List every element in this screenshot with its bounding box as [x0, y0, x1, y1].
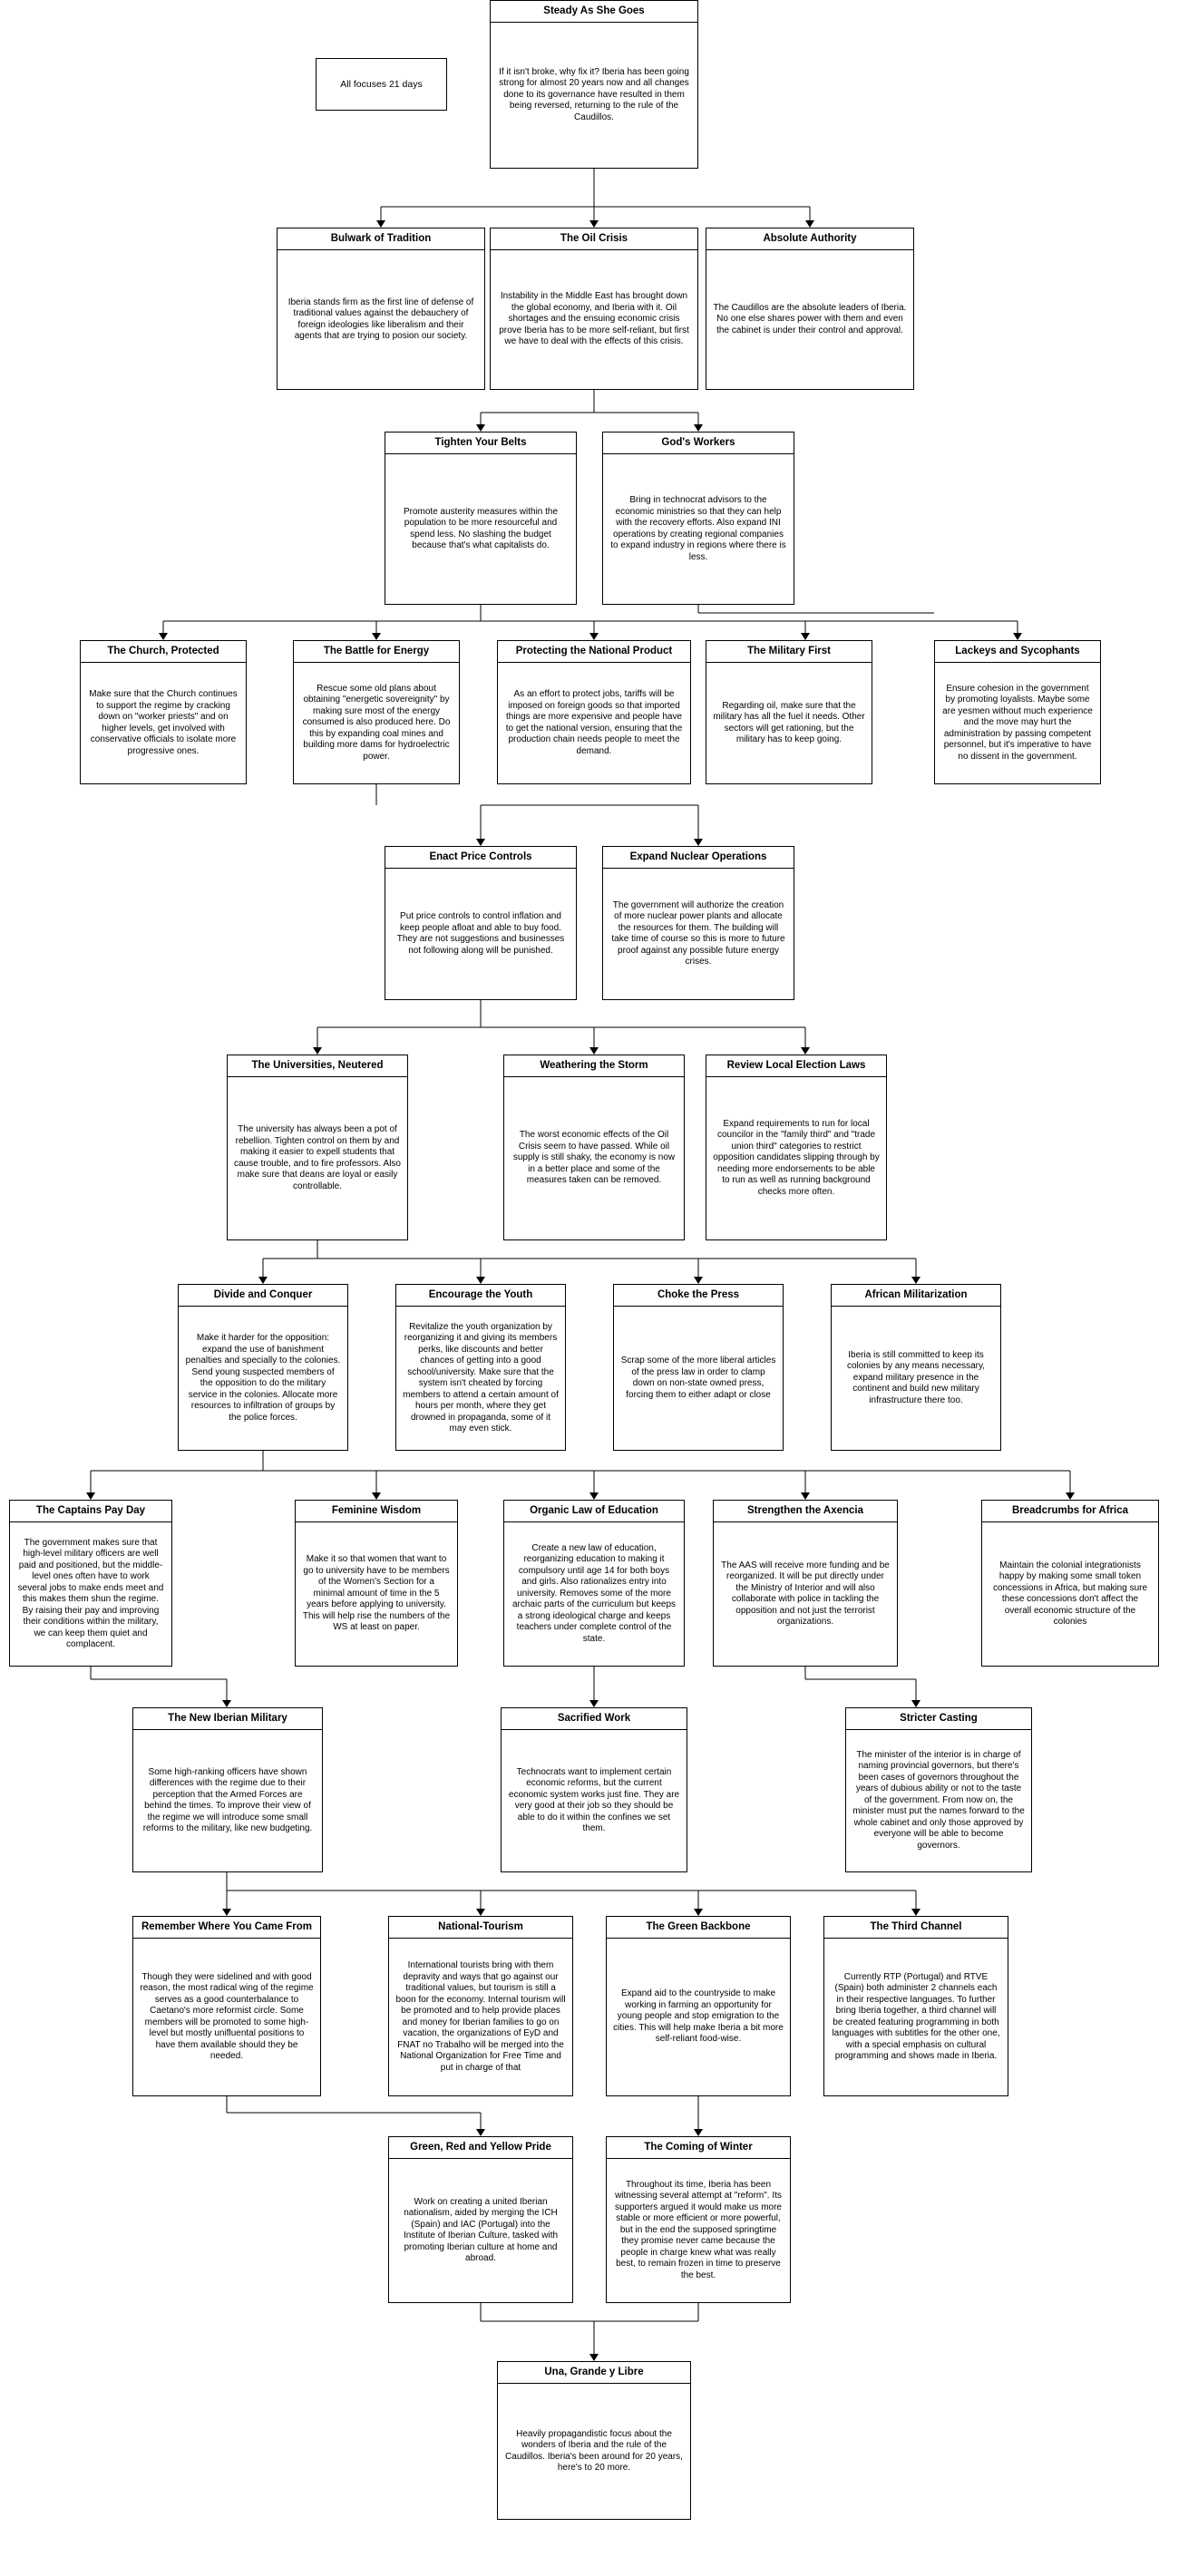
- node-body: Put price controls to control inflation and keep people afloat and able to buy food. They are not suggestions and businesses not following along will be punished.: [396, 911, 565, 956]
- node-title: Steady As She Goes: [491, 1, 697, 23]
- node-body: Rescue some old plans about obtaining "energetic sovereignity" by making sure most of the energy consumed is also produced here. Do this by expanding coal mines and building more dams for hydroelectric power.: [302, 683, 451, 762]
- node-title: The Military First: [706, 641, 872, 663]
- node-body: Revitalize the youth organization by reorganizing it and giving its members perks, like discounts and better chances of getting into a good school/university. Make sure that the system isn't cheated by forcing members to attend a certain amount of hours per month, where they get drowned in propaganda, some of it may even stick.: [403, 1321, 559, 1434]
- focus-node-the-third-channel[interactable]: [823, 1916, 1008, 2096]
- node-body: The university has always been a pot of rebellion. Tighten control on them by and making it easier to expell students that cause trouble, and to fire professors. Also make sure that deans are loyal or easily controllable.: [234, 1124, 401, 1191]
- node-title: Stricter Casting: [846, 1708, 1031, 1730]
- node-title: Organic Law of Education: [504, 1501, 684, 1522]
- node-title: The Third Channel: [824, 1917, 1008, 1939]
- node-body: Promote austerity measures within the population to be more resourceful and spend less. No slashing the budget because that's what capitalists do.: [403, 506, 559, 551]
- node-title: Encourage the Youth: [396, 1285, 565, 1307]
- focus-node-encourage-the-youth[interactable]: [395, 1284, 566, 1451]
- node-body: As an effort to protect jobs, tariffs will be imposed on foreign goods so that imported things are more expensive and people have to get the national version, ensuring that the production chain needs people to meet the demand.: [505, 689, 683, 756]
- node-body: The worst economic effects of the Oil Crisis seem to have passed. While oil supply is still shaky, the economy is now in a better place and some of the measures taken can be removed.: [512, 1130, 676, 1186]
- node-title: Strengthen the Axencia: [714, 1501, 897, 1522]
- node-title: Remember Where You Came From: [133, 1917, 320, 1939]
- node-title: Lackeys and Sycophants: [935, 641, 1100, 663]
- node-title: The Oil Crisis: [491, 228, 697, 250]
- node-body: Though they were sidelined and with good reason, the most radical wing of the regime serves as a good counterbalance to Caetano's more reformist circle. Some members will be promoted to some high-level but mostly unifluental positions to have them available should they be needed.: [140, 1971, 314, 2062]
- node-title: Expand Nuclear Operations: [603, 847, 794, 869]
- node-body: International tourists bring with them depravity and ways that go against our traditional values, but tourism is still a boon for the economy. Internal tourism will be promoted and to help provide places and money for Iberian families to go on vacation, the organizations of EyD and FNAT no Trabalho will be merged into the National Organization for Free Time and put in charge of that: [395, 1960, 566, 2073]
- focus-node-the-church-protected[interactable]: [80, 640, 247, 784]
- focus-node-the-coming-of-winter[interactable]: [606, 2136, 791, 2303]
- node-title: The Battle for Energy: [294, 641, 459, 663]
- node-body: Create a new law of education, reorganizing education to making it compulsory until age 14 for both boys and girls. Also rationalizes entry into university. Removes some of the more archaic parts of the curriculum but keeps a strong ideological charge and keeps teachers under complete control of the state.: [511, 1542, 677, 1644]
- node-title: The Universities, Neutered: [228, 1055, 407, 1077]
- node-title: Green, Red and Yellow Pride: [389, 2137, 572, 2159]
- focus-node-the-captains-pay-day[interactable]: [9, 1500, 172, 1667]
- focus-node-divide-and-conquer[interactable]: [178, 1284, 348, 1451]
- node-body: Make sure that the Church continues to support the regime by cracking down on "worker priests" and on higher levels, get involved with conservative officials to isolate more progressive ones.: [89, 689, 238, 756]
- node-body: Throughout its time, Iberia has been witnessing several attempt at "reform". Its supporters argued it would make us more stable or more efficient or more powerful, but in the end the supposed springtime they promise never came because the people in charge knew what was really best, to remain frozen in time to preserve the best.: [615, 2179, 782, 2280]
- focus-node-steady-as-she-goes[interactable]: [490, 0, 698, 169]
- focus-node-remember-where-you-came-from[interactable]: [132, 1916, 321, 2096]
- node-body: Ensure cohesion in the government by promoting loyalists. Maybe some are yesmen without much experience and the move may hurt the administration by passing competent personnel, but it's imperative to have no dissent in the government.: [942, 683, 1093, 762]
- node-body: Make it so that women that want to go to university have to be members of the Women's Section for a minimal amount of time in the 5 years before applying to university. This will help rise the numbers of the WS at least on paper.: [302, 1554, 451, 1633]
- focus-node-stricter-casting[interactable]: [845, 1707, 1032, 1872]
- node-body: Work on creating a united Iberian nationalism, aided by merging the ICH (Spain) and IAC (Portugal) into the Institute of Iberian Culture, tasked with promoting Iberian culture at home and abroad.: [403, 2196, 559, 2264]
- node-title: Review Local Election Laws: [706, 1055, 886, 1077]
- focus-node-protecting-the-national-product[interactable]: [497, 640, 691, 784]
- node-title: Enact Price Controls: [385, 847, 576, 869]
- focus-node-lackeys-and-sycophants[interactable]: [934, 640, 1101, 784]
- node-body: Bring in technocrat advisors to the economic ministries so that they can help with the recovery efforts. Also expand INI operations by creating regional companies to expand industry in regions where there is less.: [610, 495, 786, 562]
- focus-node-enact-price-controls[interactable]: [385, 846, 577, 1000]
- node-body: Expand requirements to run for local councilor in the "family third" and "trade union third" categories to restrict opposition candidates slipping through by needing more endorsements to be able to run as well as running background checks more often.: [713, 1118, 880, 1197]
- node-body: Heavily propagandistic focus about the wonders of Iberia and the rule of the Caudillos. Iberia's been around for 20 years, here's to 20 more.: [505, 2428, 683, 2474]
- focus-node-african-militarization[interactable]: [831, 1284, 1001, 1451]
- node-body: Technocrats want to implement certain economic reforms, but the current economic system works just fine. They are very good at their job so they should be able to do it within the confines we set them.: [508, 1766, 680, 1834]
- focus-node-review-local-election-laws[interactable]: [706, 1055, 887, 1240]
- node-title: Tighten Your Belts: [385, 433, 576, 454]
- focus-node-gods-workers[interactable]: [602, 432, 794, 605]
- node-title: Sacrified Work: [502, 1708, 687, 1730]
- node-title: The Coming of Winter: [607, 2137, 790, 2159]
- focus-node-choke-the-press[interactable]: [613, 1284, 784, 1451]
- node-title: The Green Backbone: [607, 1917, 790, 1939]
- focus-node-organic-law-of-education[interactable]: [503, 1500, 685, 1667]
- focus-node-the-green-backbone[interactable]: [606, 1916, 791, 2096]
- node-title: The Church, Protected: [81, 641, 246, 663]
- node-title: National-Tourism: [389, 1917, 572, 1939]
- focus-node-the-new-iberian-military[interactable]: [132, 1707, 323, 1872]
- focus-node-breadcrumbs-for-africa[interactable]: [981, 1500, 1159, 1667]
- node-body: The government will authorize the creation of more nuclear power plants and allocate the resources for them. The building will take time of course so this is more to future proof against any possible future energy crises.: [611, 899, 785, 967]
- node-body: The government makes sure that high-level military officers are well paid and positioned, but the middle-level ones often have to work several jobs to make ends meet and this makes them shun the regime. By raising their pay and improving their conditions within the military, we can keep them quiet and complacent.: [17, 1537, 164, 1650]
- focus-node-national-tourism[interactable]: [388, 1916, 573, 2096]
- focus-duration-note: All focuses 21 days: [316, 58, 447, 111]
- node-body: The AAS will receive more funding and be reorganized. It will be put directly under the Ministry of Interior and will also collaborate with police in tackling the opposition and not just the terrorist organizations.: [721, 1560, 890, 1628]
- focus-node-absolute-authority[interactable]: [706, 228, 914, 390]
- node-body: Maintain the colonial integrationists happy by making some small token concessions in Africa, but making sure these concessions don't affect the overall economic structure of the colonies: [992, 1560, 1148, 1628]
- focus-node-feminine-wisdom[interactable]: [295, 1500, 458, 1667]
- node-title: Absolute Authority: [706, 228, 913, 250]
- node-body: The minister of the interior is in charge of naming provincial governors, but there's been cases of governors throughout the years of dubious ability or not to the taste of the government. From now on, the minister must put the names forward to the whole cabinet and only those approved by everyone will be able to become governors.: [852, 1749, 1025, 1851]
- node-body: Iberia is still committed to keep its colonies by any means necessary, expand military presence in the continent and build new military infrastructure there too.: [846, 1349, 986, 1405]
- focus-node-strengthen-the-axencia[interactable]: [713, 1500, 898, 1667]
- node-title: Divide and Conquer: [179, 1285, 347, 1307]
- node-body: Regarding oil, make sure that the military has all the fuel it needs. Other sectors will get rationing, but the military has to keep going.: [713, 700, 865, 745]
- node-body: Iberia stands firm as the first line of defense of traditional values against the debauchery of foreign ideologies like liberalism and their agents that are trying to posion our society.: [287, 296, 474, 342]
- node-body: Instability in the Middle East has brought down the global economy, and Iberia with it. Oil shortages and the ensuing economic crisis prove Iberia has to be more self-reliant, but first we have to deal with the effects of this crisis.: [499, 291, 689, 347]
- node-body: Expand aid to the countryside to make working in farming an opportunity for young people and stop emigration to the cities. This will help make Iberia a bit more self-reliant food-wise.: [613, 1988, 784, 2045]
- node-title: Feminine Wisdom: [296, 1501, 457, 1522]
- node-title: God's Workers: [603, 433, 794, 454]
- node-body: If it isn't broke, why fix it? Iberia has been going strong for almost 20 years now and all changes done to its governance have resulted in them being reversed, returning to the rule of the Caudillos.: [499, 66, 689, 122]
- focus-node-green-red-and-yellow-pride[interactable]: [388, 2136, 573, 2303]
- node-body: Some high-ranking officers have shown differences with the regime due to their perception that the Armed Forces are behind the times. To improve their view of the regime we will introduce some small reforms to the military, like new budgeting.: [142, 1766, 313, 1834]
- node-body: Currently RTP (Portugal) and RTVE (Spain) both administer 2 channels each in their respective languages. To further bring Iberia together, a third channel will be created featuring programming in both languages with subtitles for the other one, with a special emphasis on cultural programming and shows made in Iberia.: [832, 1971, 1000, 2062]
- focus-node-the-oil-crisis[interactable]: [490, 228, 698, 390]
- focus-node-expand-nuclear-operations[interactable]: [602, 846, 794, 1000]
- focus-node-tighten-your-belts[interactable]: [385, 432, 577, 605]
- node-title: Bulwark of Tradition: [278, 228, 484, 250]
- node-body: The Caudillos are the absolute leaders of Iberia. No one else shares power with them and even the cabinet is under their control and approval.: [713, 302, 907, 335]
- focus-node-weathering-the-storm[interactable]: [503, 1055, 685, 1240]
- focus-node-the-battle-for-energy[interactable]: [293, 640, 460, 784]
- focus-node-bulwark-of-tradition[interactable]: [277, 228, 485, 390]
- node-title: Una, Grande y Libre: [498, 2362, 690, 2384]
- focus-node-the-universities-neutered[interactable]: [227, 1055, 408, 1240]
- focus-node-the-military-first[interactable]: [706, 640, 872, 784]
- node-body: Make it harder for the opposition: expand the use of banishment penalties and specially to the colonies. Send young suspected members of the opposition to do the military service in the colonies. Allocate more resources to infiltration of groups by the police forces.: [185, 1333, 341, 1423]
- focus-node-una-grande-y-libre[interactable]: [497, 2361, 691, 2520]
- node-title: Choke the Press: [614, 1285, 783, 1307]
- node-title: The New Iberian Military: [133, 1708, 322, 1730]
- node-body: Scrap some of the more liberal articles of the press law in order to clamp down on non-state owned press, forcing them to either adapt or close: [620, 1356, 776, 1400]
- node-title: Protecting the National Product: [498, 641, 690, 663]
- node-title: The Captains Pay Day: [10, 1501, 171, 1522]
- node-title: Breadcrumbs for Africa: [982, 1501, 1158, 1522]
- node-title: African Militarization: [832, 1285, 1000, 1307]
- node-title: Weathering the Storm: [504, 1055, 684, 1077]
- focus-node-sacrified-work[interactable]: [501, 1707, 687, 1872]
